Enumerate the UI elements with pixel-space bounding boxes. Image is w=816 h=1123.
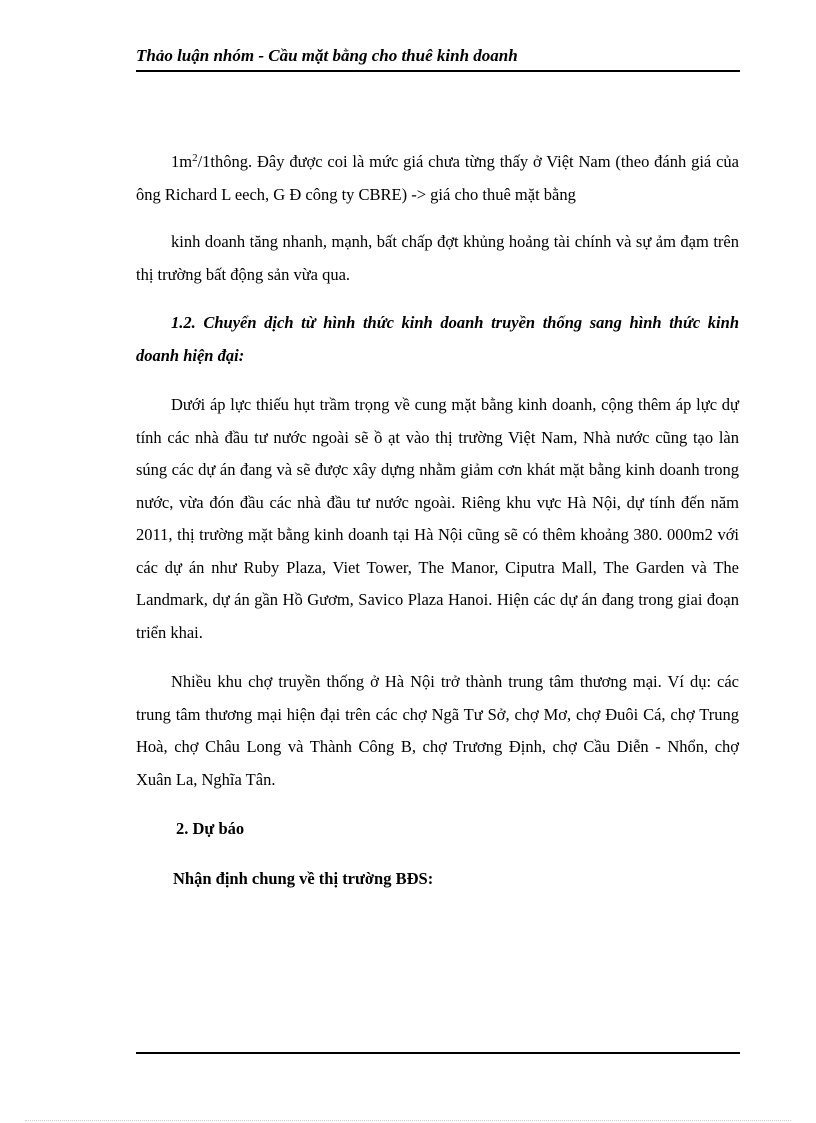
price-note-text: /1thông. Đây được coi là mức giá chưa từng thấy ở Việt Nam (theo đánh giá của ông Richard L eech, G Đ công ty CBRE) -> giá cho thuê mặt bằng bbox=[136, 152, 739, 204]
section-heading-1-2: 1.2. Chuyển dịch từ hình thức kinh doanh truyền thống sang hình thức kinh doanh hiện đại: bbox=[136, 313, 739, 365]
page-bottom-dotted-border bbox=[25, 1120, 791, 1121]
subheading-market-assessment: Nhận định chung về thị trường BĐS: bbox=[173, 868, 434, 888]
section-heading-2: 2. Dự báo bbox=[176, 819, 245, 838]
page-header bbox=[136, 44, 740, 72]
area-unit-text: 1m bbox=[171, 152, 193, 171]
footer-rule bbox=[136, 1052, 740, 1054]
paragraph-supply-pressure: Dưới áp lực thiếu hụt trầm trọng về cung mặt bằng kinh doanh, cộng thêm áp lực dự tính các nhà đầu tư nước ngoài sẽ ồ ạt vào thị trường Việt Nam, Nhà nước cũng tạo làn súng các dự án đang và sẽ được xây dựng nhằm giảm cơn khát mặt bằng kinh doanh trong nước, vừa đón đầu các nhà đầu tư nước ngoài. Riêng khu vực Hà Nội, dự tính đến năm 2011, thị trường mặt bằng kinh doanh tại Hà Nội cũng sẽ có thêm khoảng 380. 000m2 với các dự án như Ruby Plaza, Viet Tower, The Manor, Ciputra Mall, The Garden và The Landmark, dự án gần Hồ Gươm, Savico Plaza Hanoi. Hiện các dự án đang trong giai đoạn triển khai. bbox=[136, 395, 739, 642]
superscript-two: 2 bbox=[192, 152, 198, 164]
paragraph-price-note bbox=[136, 146, 739, 211]
document-body bbox=[136, 146, 739, 895]
header-title: Thảo luận nhóm - Cầu mặt bằng cho thuê kinh doanh bbox=[136, 46, 518, 65]
paragraph-rent-growth: kinh doanh tăng nhanh, mạnh, bất chấp đợt khủng hoảng tài chính và sự ảm đạm trên thị trường bất động sản vừa qua. bbox=[136, 232, 739, 284]
paragraph-traditional-markets: Nhiều khu chợ truyền thống ở Hà Nội trở thành trung tâm thương mại. Ví dụ: các trung tâm thương mại hiện đại trên các chợ Ngã Tư Sở, chợ Mơ, chợ Đuôi Cá, chợ Trung Hoà, chợ Châu Long và Thành Công B, chợ Trương Định, chợ Cầu Diễn - Nhổn, chợ Xuân La, Nghĩa Tân. bbox=[136, 672, 739, 789]
